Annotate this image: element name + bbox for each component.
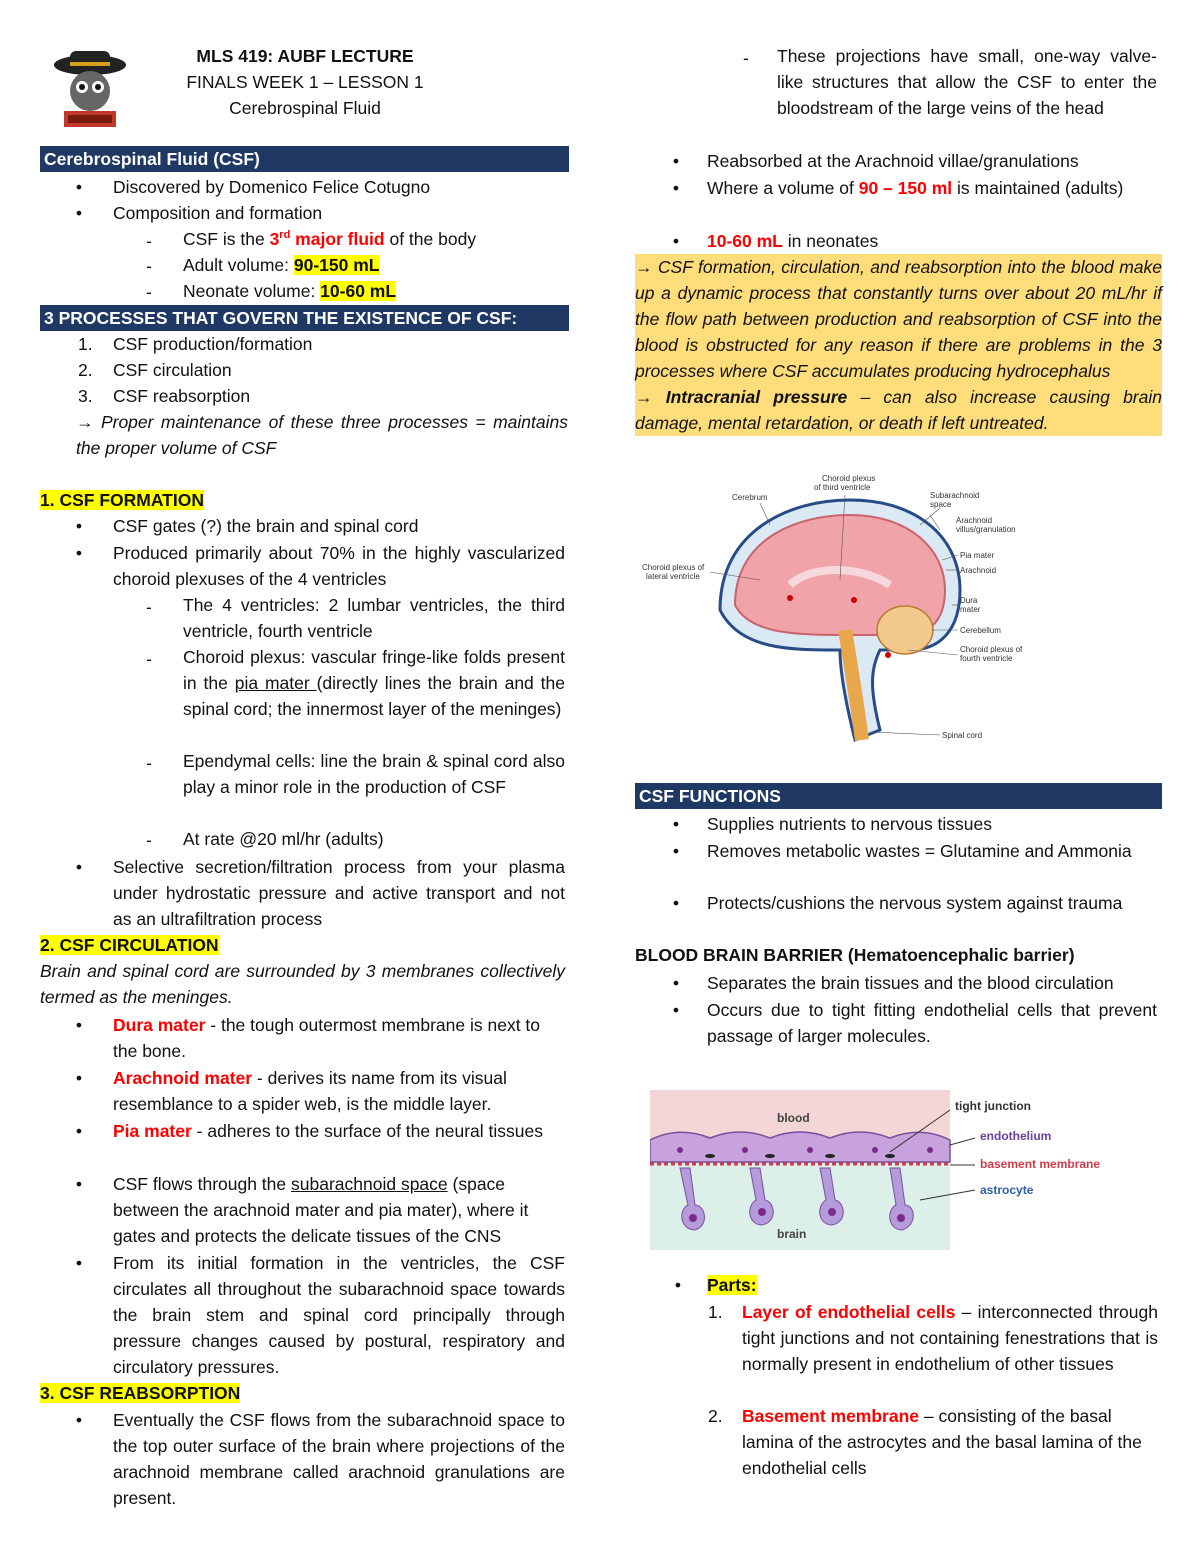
label-tight-junction: tight junction	[955, 1099, 1031, 1113]
csf-neonate-volume: Neonate volume: 10-60 mL	[183, 281, 397, 301]
neonate-volume: 10-60 mL in neonates	[707, 231, 879, 251]
csf-composition: Composition and formation	[113, 203, 323, 223]
bbb-separates: Separates the brain tissues and the blood circulation	[707, 973, 1114, 993]
label-astrocyte: astrocyte	[980, 1183, 1034, 1197]
csf-discovered: Discovered by Domenico Felice Cotugno	[113, 177, 431, 197]
label-cerebellum: Cerebellum	[960, 626, 1001, 635]
formation-d3: Ependymal cells: line the brain & spinal cord also play a minor role in the production of CSF	[183, 751, 565, 797]
label-cplat-b: lateral ventricle	[646, 572, 700, 581]
part-endothelial: Layer of endothelial cells – interconnected through tight junctions and not containing fenestrations that is normally present in endothelium of other tissues	[742, 1302, 1158, 1374]
circulation-b5: From its initial formation in the ventricles, the CSF circulates all throughout the subarachnoid space towards the brain stem and spinal cord principally through pressure changes caused by postural, respiratory and circulatory pressures.	[113, 1253, 565, 1377]
formation-header: 1. CSF FORMATION	[40, 490, 204, 510]
label-endothelium: endothelium	[980, 1129, 1052, 1143]
doc-topic: Cerebrospinal Fluid	[229, 98, 381, 118]
label-villi-a: Arachnoid	[956, 516, 993, 525]
bullet: •	[75, 203, 83, 223]
dynamic-process-note: → CSF formation, circulation, and reabsorption into the blood make up a dynamic process that constantly turns over about 20 mL/hr if the flow path between production and reabsorption of CSF into the blood is obstructed for any reason if there are problems in the 3 processes where CSF accumulates producing hydrocephalus → Intracranial pressure – can also increase causing brain damage, mental retardation, or death if left untreated.	[635, 254, 1162, 436]
label-villi-b: villus/granulation	[956, 525, 1016, 534]
bbb-header: BLOOD BRAIN BARRIER (Hematoencephalic barrier)	[635, 945, 1075, 965]
label-pia: Pia mater	[960, 551, 995, 560]
bbb-figure	[650, 1090, 1150, 1250]
part-basement: Basement membrane – consisting of the basal lamina of the astrocytes and the basal lamina of the endothelial cells	[742, 1406, 1142, 1478]
parts-label: Parts:	[707, 1275, 757, 1295]
circulation-intro: Brain and spinal cord are surrounded by 3 membranes collectively termed as the meninges.	[40, 961, 565, 1007]
reabsorption-header: 3. CSF REABSORPTION	[40, 1383, 241, 1403]
function-protects: Protects/cushions the nervous system against trauma	[707, 893, 1123, 913]
pia-mater: Pia mater - adheres to the surface of the neural tissues	[113, 1121, 543, 1141]
label-cplat-a: Choroid plexus of	[642, 563, 705, 572]
label-subarach-a: Subarachnoid	[930, 491, 980, 500]
label-cp4-a: Choroid plexus of	[960, 645, 1023, 654]
reabsorbed-villae: Reabsorbed at the Arachnoid villae/granulations	[707, 151, 1079, 171]
label-arachnoid: Arachnoid	[960, 566, 997, 575]
reabsorption-b1: Eventually the CSF flows from the subarachnoid space to the top outer surface of the brain where projections of the arachnoid membrane called arachnoid granulations are present.	[113, 1410, 565, 1508]
doc-week: FINALS WEEK 1 – LESSON 1	[186, 72, 424, 92]
csf-circulation-figure	[640, 470, 1040, 760]
subarachnoid-flow: CSF flows through the subarachnoid space (space between the arachnoid mater and pia mater), where it gates and protects the delicate tissues of the CNS	[113, 1174, 529, 1246]
formation-d4: At rate @20 ml/hr (adults)	[183, 829, 384, 849]
arachnoid-mater: Arachnoid mater - derives its name from its visual resemblance to a spider web, is the middle layer.	[113, 1068, 507, 1114]
label-dura-a: Dura	[960, 596, 978, 605]
volume-maintained: Where a volume of 90 – 150 ml is maintained (adults)	[707, 178, 1124, 198]
label-basement-membrane: basement membrane	[980, 1157, 1101, 1171]
formation-b1: CSF gates (?) the brain and spinal cord	[113, 516, 419, 536]
formation-d2: Choroid plexus: vascular fringe-like folds present in the pia mater (directly lines the brain and the spinal cord; the innermost layer of the meninges)	[183, 647, 566, 719]
formation-b3: Selective secretion/filtration process from your plasma under hydrostatic pressure and active transport and not as an ultrafiltration process	[113, 857, 565, 929]
label-cp4-b: fourth ventricle	[960, 654, 1013, 663]
function-wastes: Removes metabolic wastes = Glutamine and Ammonia	[707, 841, 1132, 861]
csf-adult-volume: Adult volume: 90-150 mL	[183, 255, 380, 275]
csf-header: Cerebrospinal Fluid (CSF)	[40, 146, 569, 172]
label-cp3-b: of third ventricle	[814, 483, 871, 492]
bullet: •	[75, 177, 83, 197]
label-brain: brain	[777, 1227, 807, 1241]
process-2: CSF circulation	[113, 360, 232, 380]
label-blood: blood	[777, 1111, 810, 1125]
projections-dash: These projections have small, one-way valve-like structures that allow the CSF to enter the bloodstream of the large veins of the head	[777, 46, 1157, 118]
csf-major-fluid: CSF is the 3rd major fluid of the body	[183, 229, 477, 249]
process-3: CSF reabsorption	[113, 386, 251, 406]
label-cerebrum: Cerebrum	[732, 493, 768, 502]
label-dura-b: mater	[960, 605, 981, 614]
doc-title: MLS 419: AUBF LECTURE	[196, 46, 414, 66]
bbb-occurs: Occurs due to tight fitting endothelial cells that prevent passage of larger molecules.	[707, 1000, 1157, 1046]
label-cp3-a: Choroid plexus	[822, 474, 876, 483]
functions-header: CSF FUNCTIONS	[635, 783, 1162, 809]
dura-mater: Dura mater - the tough outermost membrane is next to the bone.	[113, 1015, 541, 1061]
formation-d1: The 4 ventricles: 2 lumbar ventricles, the third ventricle, fourth ventricle	[183, 595, 565, 641]
label-spinal: Spinal cord	[942, 731, 983, 740]
process-1: CSF production/formation	[113, 334, 313, 354]
circulation-header: 2. CSF CIRCULATION	[40, 935, 219, 955]
formation-b2: Produced primarily about 70% in the highly vascularized choroid plexuses of the 4 ventricles	[113, 543, 565, 589]
function-nutrients: Supplies nutrients to nervous tissues	[707, 814, 993, 834]
processes-header: 3 PROCESSES THAT GOVERN THE EXISTENCE OF CSF:	[40, 305, 569, 331]
label-subarach-b: space	[930, 500, 952, 509]
processes-note: → Proper maintenance of these three processes = maintains the proper volume of CSF	[76, 412, 568, 458]
